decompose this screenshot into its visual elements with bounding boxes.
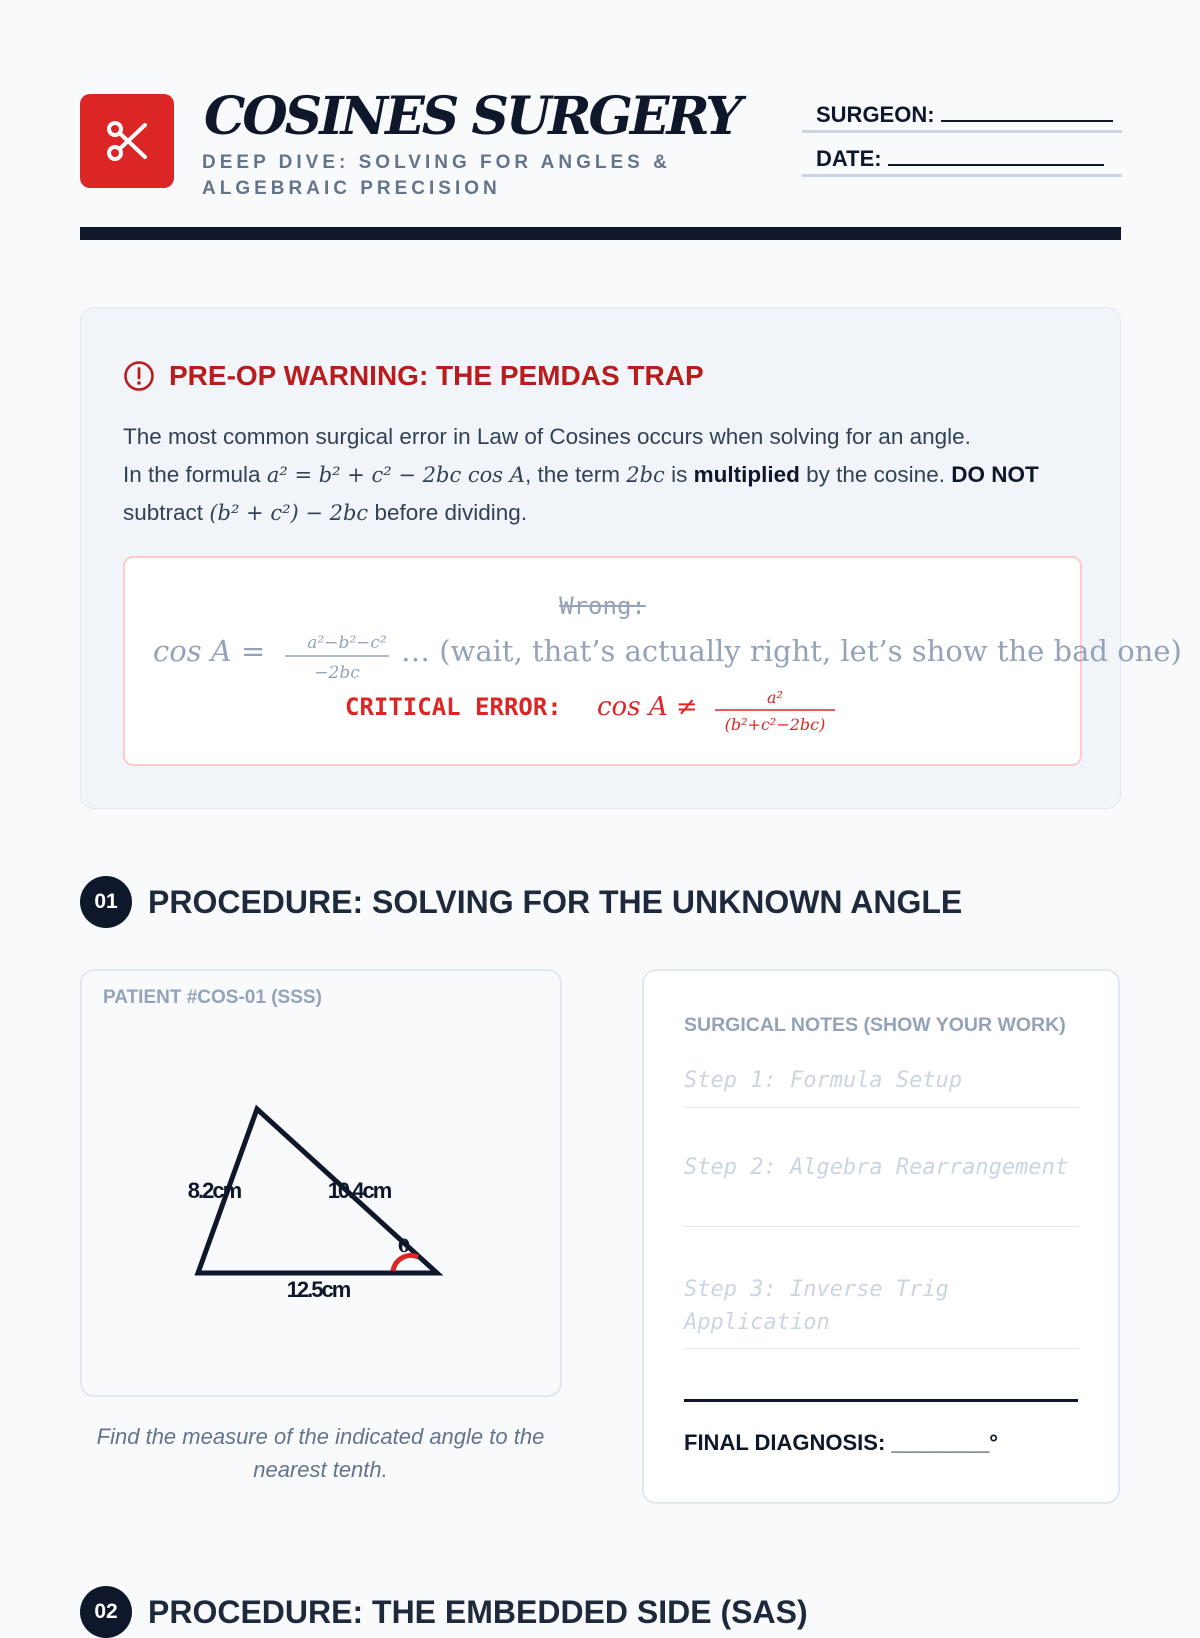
date-label: DATE: [816,146,882,171]
problem-caption: Find the measure of the indicated angle to the nearest tenth. [96,1424,545,1482]
term-2bc: 2bc [626,463,665,487]
warning-panel [80,307,1182,809]
triangle-diagram [82,971,560,1395]
warning-text-b: , the term [524,462,620,487]
alert-circle-icon [123,360,155,392]
warning-title: PRE-OP WARNING: THE PEMDAS TRAP [169,360,704,391]
warning-heading [123,360,704,392]
header-divider [80,227,1121,240]
warning-text-f: before dividing. [374,500,528,525]
wrong-label: Wrong: [559,592,646,620]
warning-text-c: is [671,462,688,487]
emphasis-do-not: DO NOT [951,462,1039,487]
bad-expression: (b² + c²) − 2bc [209,501,369,525]
error-formulas [125,558,1182,764]
logo [80,94,174,188]
section-number-badge: 01 [80,876,132,928]
date-field[interactable] [802,146,1122,177]
error-numerator: a² [767,688,783,707]
section-title: PROCEDURE: SOLVING FOR THE UNKNOWN ANGLE [148,883,963,920]
surgeon-blank[interactable] [941,120,1113,122]
wrong-tail: … (wait, that’s actually right, let’s show the bad one) [401,634,1182,668]
surgeon-label: SURGEON: [816,102,935,127]
step-1-field[interactable]: Step 1: Formula Setup [684,1064,1078,1108]
page-title: COSINES SURGERY [204,86,740,147]
warning-line-1: The most common surgical error in Law of Cosines occurs when solving for an angle. [123,424,971,449]
error-lhs: cos A ≠ [597,692,698,722]
warning-text-a: In the formula [123,462,261,487]
step-2-field[interactable]: Step 2: Algebra Rearrangement [684,1151,1078,1227]
angle-label: θ [397,1236,411,1257]
surgeon-field[interactable] [802,102,1122,133]
warning-text-e: subtract [123,500,204,525]
final-divider [684,1399,1078,1402]
patient-card [80,969,562,1397]
surgical-notes-card [642,969,1120,1504]
section-2-heading [80,1586,808,1638]
section-1-heading [80,876,962,928]
warning-text [123,418,1078,532]
notes-label: SURGICAL NOTES (SHOW YOUR WORK) [684,1014,1066,1036]
critical-error-label: CRITICAL ERROR: [345,693,562,721]
side-label-right: 10.4cm [327,1178,391,1203]
error-denominator: (b²+c²−2bc) [724,715,826,734]
side-label-left: 8.2cm [187,1178,241,1203]
emphasis-multiplied: multiplied [693,462,800,487]
wrong-numerator: a²−b²−c² [307,633,387,653]
patient-label: PATIENT #COS-01 (SSS) [103,987,322,1008]
section-title: PROCEDURE: THE EMBEDDED SIDE (SAS) [148,1593,808,1630]
wrong-denominator: −2bc [314,663,360,683]
wrong-lhs: cos A = [153,634,266,668]
page-subtitle: DEEP DIVE: SOLVING FOR ANGLES & ALGEBRAIC PRECISION [202,152,671,199]
date-blank[interactable] [888,164,1104,166]
angle-marker [393,1256,418,1271]
final-diagnosis[interactable]: FINAL DIAGNOSIS: ________° [684,1430,999,1455]
scissors-icon [103,117,151,165]
law-of-cosines-formula: a² = b² + c² − 2bc cos A [266,463,525,487]
section-number-badge: 02 [80,1586,132,1638]
step-3-field[interactable]: Step 3: Inverse Trig Application [684,1273,1078,1349]
side-label-bottom: 12.5cm [286,1277,350,1302]
error-example-box [123,556,1182,766]
warning-text-d: by the cosine. [806,462,945,487]
